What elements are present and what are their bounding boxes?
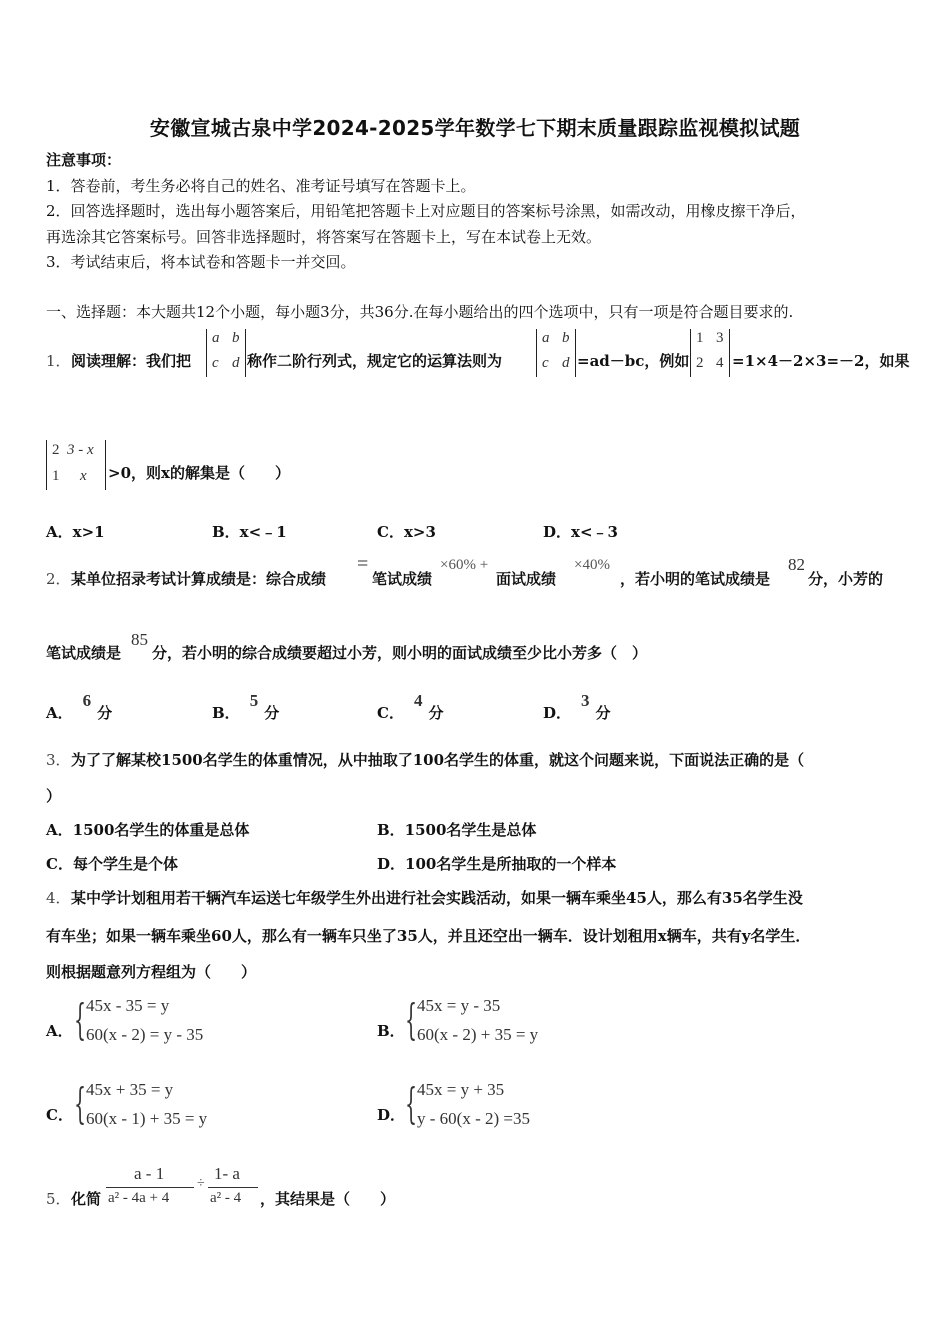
q5-text: 化简	[71, 1190, 102, 1208]
division-sign: ÷	[197, 1176, 205, 1191]
equation-row: 45x = y + 35	[417, 1080, 505, 1099]
det-entry: c	[542, 355, 549, 371]
brace-icon: {	[405, 1079, 418, 1128]
option-value: 5	[249, 691, 259, 710]
question-number: 5．	[46, 1190, 71, 1208]
fraction-numerator: a - 1	[134, 1164, 165, 1183]
brace-icon: {	[74, 995, 87, 1044]
determinant-abcd	[206, 329, 246, 377]
option-label: C．	[377, 704, 404, 722]
det-entry: a	[212, 330, 220, 346]
det-entry: 1	[52, 468, 60, 484]
question-number: 3．	[46, 751, 71, 769]
det-entry: b	[232, 330, 240, 346]
q2-coef: ×60% +	[440, 557, 489, 573]
option-unit: 分	[97, 704, 113, 722]
notice-item: 再选涂其它答案标号。回答非选择题时，将答案写在答题卡上，写在本试卷上无效。	[46, 228, 602, 246]
option-a-label[interactable]: A．	[46, 1022, 73, 1040]
q2-text: 某单位招录考试计算成绩是：综合成绩	[71, 570, 327, 588]
option-c-label[interactable]: C．	[46, 1106, 73, 1124]
option-d[interactable]	[543, 691, 611, 723]
determinant-example	[690, 329, 730, 377]
q3-text: 为了了解某校1500名学生的体重情况，从中抽取了100名学生的体重，就这个问题来说，下面说法正确的是（	[71, 751, 805, 769]
det-entry: a	[542, 330, 550, 346]
equation-row: 60(x - 2) + 35 = y	[417, 1025, 539, 1044]
q1-text: >0，则x的解集是（ ）	[108, 464, 290, 482]
q2-text: 分，小芳的	[808, 570, 884, 588]
q1-text: =1×4－2×3=－2，如果	[732, 352, 910, 370]
det-entry: d	[232, 355, 240, 371]
option-unit: 分	[264, 704, 280, 722]
q3-text: ）	[46, 787, 62, 805]
fraction-denominator: a² - 4	[210, 1190, 242, 1206]
det-entry: b	[562, 330, 570, 346]
question-number: 4．	[46, 889, 71, 907]
determinant-question	[46, 440, 106, 490]
q2-text: 分，若小明的综合成绩要超过小芳，则小明的面试成绩至少比小芳多（ ）	[152, 644, 648, 662]
equation-row: 45x + 35 = y	[86, 1080, 174, 1099]
det-entry: 3	[716, 330, 724, 346]
equation-row: 45x - 35 = y	[86, 996, 170, 1015]
fraction-bar	[208, 1187, 258, 1188]
q5-text: ，其结果是（ ）	[260, 1190, 396, 1208]
det-entry: 2	[52, 442, 60, 458]
equation-row: 45x = y - 35	[417, 996, 501, 1015]
option-a[interactable]: A．1500名学生的体重是总体	[46, 821, 250, 839]
q2-text: 笔试成绩	[372, 570, 433, 588]
option-value: 3	[581, 691, 590, 710]
determinant-abcd	[536, 329, 576, 377]
q2-coef: ×40%	[574, 557, 610, 573]
section-heading: 一、选择题：本大题共12个小题，每小题3分，共36分.在每小题给出的四个选项中，只有一项是符合题目要求的.	[46, 303, 794, 321]
option-b[interactable]: B．x<﹣1	[212, 523, 287, 541]
q4-text: 有车坐；如果一辆车乘坐60人，那么有一辆车只坐了35人，并且还空出一辆车．设计划租用x辆车，共有y名学生．	[46, 927, 811, 945]
page-title: 安徽宣城古泉中学2024-2025学年数学七下期末质量跟踪监视模拟试题	[149, 116, 801, 140]
option-value: 4	[413, 691, 423, 710]
option-a[interactable]: A．x>1	[46, 523, 105, 541]
det-entry: 4	[716, 355, 724, 371]
option-c[interactable]: C．每个学生是个体	[46, 855, 178, 873]
option-d-label[interactable]: D．	[377, 1106, 406, 1124]
option-label: A．	[46, 704, 73, 722]
option-b-label[interactable]: B．	[377, 1022, 405, 1040]
det-entry: c	[212, 355, 219, 371]
det-entry: 2	[696, 355, 704, 371]
equation-row: 60(x - 2) = y - 35	[86, 1025, 204, 1044]
equation-row: 60(x - 1) + 35 = y	[86, 1109, 208, 1128]
q1-text: =ad－bc，例如	[577, 352, 690, 370]
option-a[interactable]	[46, 691, 113, 723]
equals-sign: =	[357, 553, 369, 575]
option-b[interactable]	[212, 691, 280, 723]
option-label: D．	[543, 704, 572, 722]
q4-text: 某中学计划租用若干辆汽车运送七年级学生外出进行社会实践活动，如果一辆车乘坐45人，那么有35名学生没	[71, 889, 803, 907]
brace-icon: {	[74, 1079, 87, 1128]
option-c[interactable]	[377, 691, 444, 723]
notice-heading: 注意事项：	[46, 151, 122, 169]
option-value: 6	[82, 691, 92, 710]
q2-value: 82	[788, 555, 805, 574]
notice-item: 2．回答选择题时，选出每小题答案后，用铅笔把答题卡上对应题目的答案标号涂黑，如需改动，用橡皮擦干净后，	[46, 202, 806, 220]
det-entry: x	[80, 468, 87, 484]
option-d[interactable]: D．100名学生是所抽取的一个样本	[377, 855, 617, 873]
q4-text: 则根据题意列方程组为（ ）	[46, 963, 257, 981]
q2-text: ，若小明的笔试成绩是	[620, 570, 771, 588]
notice-item: 1．答卷前，考生务必将自己的姓名、准考证号填写在答题卡上。	[46, 177, 476, 195]
det-entry: 1	[696, 330, 704, 346]
q2-text: 面试成绩	[496, 570, 557, 588]
fraction-denominator: a² - 4a + 4	[108, 1190, 170, 1206]
option-d[interactable]: D．x<﹣3	[543, 523, 618, 541]
det-entry: 3 - x	[67, 442, 94, 458]
question-number: 1．	[46, 352, 71, 370]
option-b[interactable]: B．1500名学生是总体	[377, 821, 537, 839]
brace-icon: {	[405, 995, 418, 1044]
det-entry: d	[562, 355, 570, 371]
fraction-numerator: 1- a	[214, 1164, 240, 1183]
q2-value: 85	[131, 630, 148, 649]
q1-text: 阅读理解：我们把	[71, 352, 192, 370]
option-unit: 分	[428, 704, 444, 722]
equation-row: y - 60(x - 2) =35	[417, 1109, 530, 1128]
q2-text: 笔试成绩是	[46, 644, 122, 662]
q1-text: 称作二阶行列式，规定它的运算法则为	[247, 352, 503, 370]
option-c[interactable]: C．x>3	[377, 523, 436, 541]
notice-item: 3．考试结束后，将本试卷和答题卡一并交回。	[46, 253, 356, 271]
option-label: B．	[212, 704, 240, 722]
fraction-bar	[106, 1187, 194, 1188]
option-unit: 分	[595, 704, 611, 722]
question-number: 2．	[46, 570, 71, 588]
